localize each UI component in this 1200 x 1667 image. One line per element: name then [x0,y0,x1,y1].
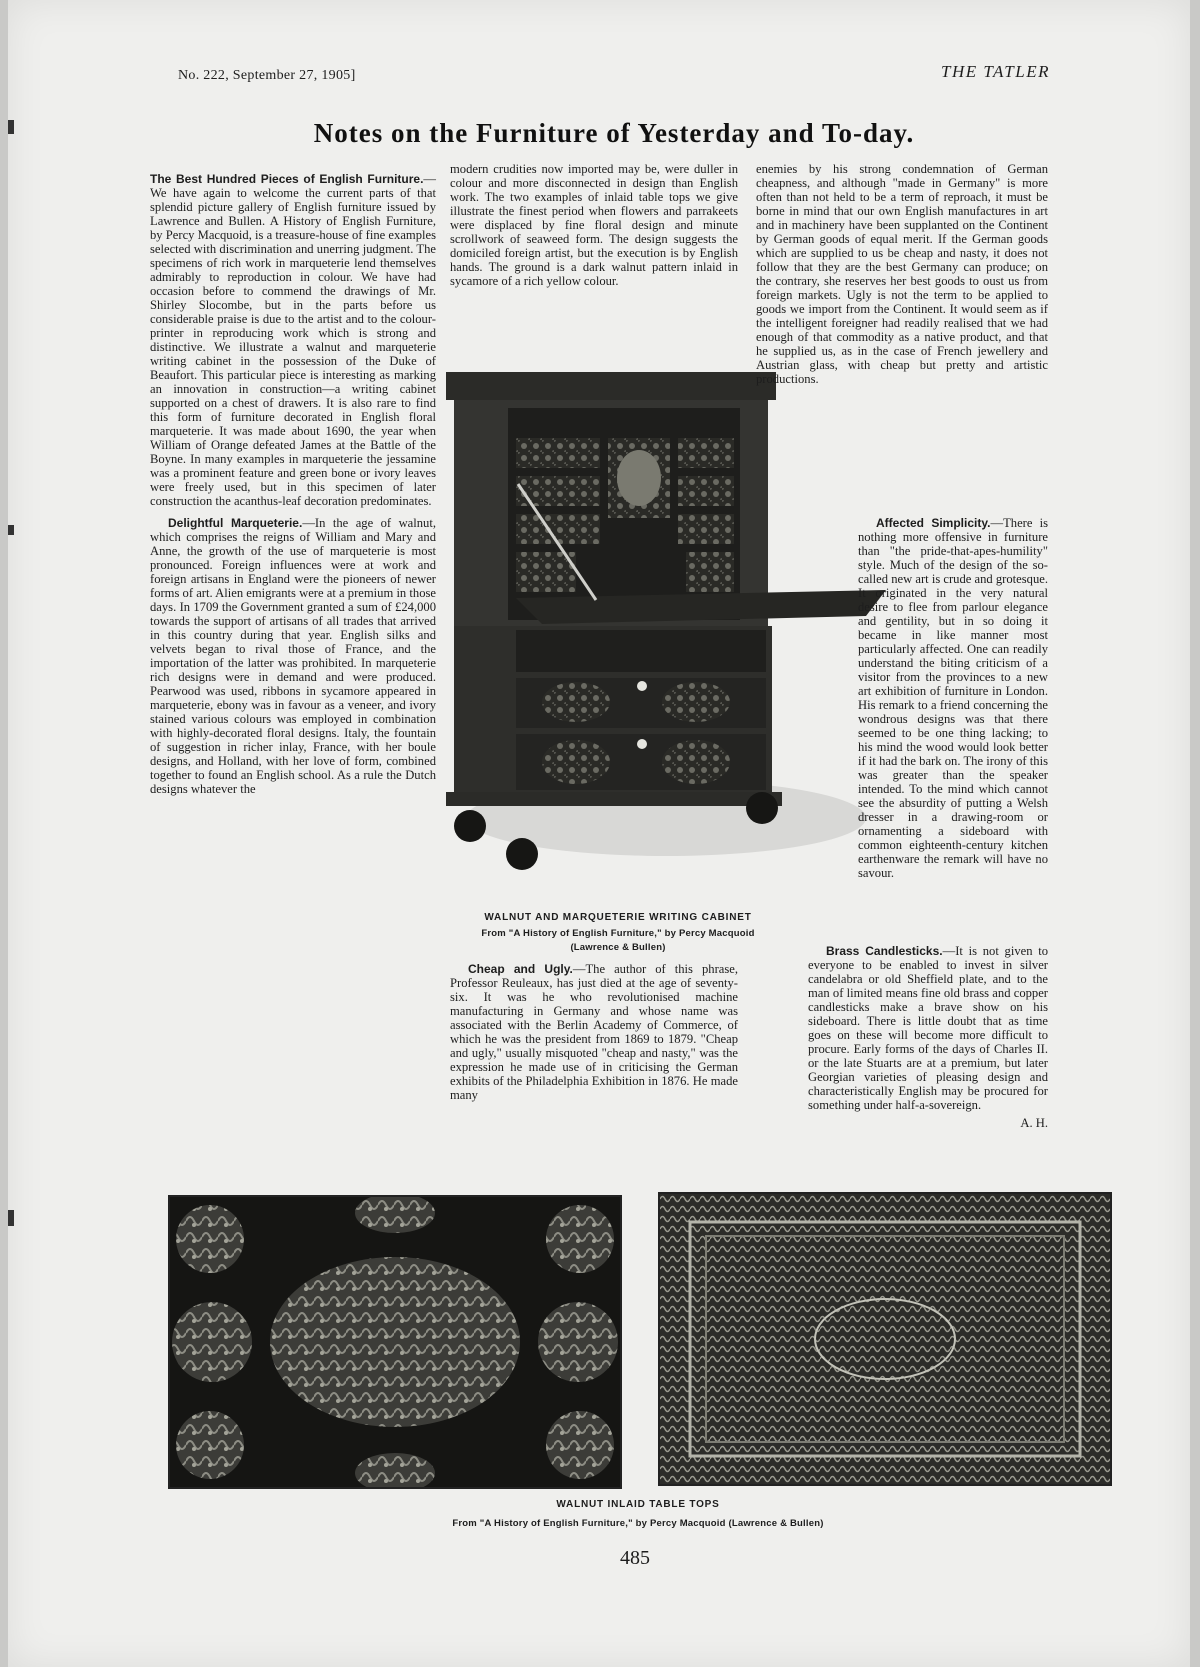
page-number: 485 [620,1547,650,1569]
paragraph-continuation: modern crudities now imported may be, were duller in colour and more disconnected in design than English work. The two examples of inlaid table tops we give illustrate the finest period when flowers and parrakeets were displaced by fine floral design and minute scrollwork of seaweed form. The design suggests the domiciled foreign artist, but the execution is by English hands. The ground is a dark walnut pattern inlaid in sycamore of a rich yellow colour. [450,162,738,288]
paragraph-affected-simplicity [858,516,1048,880]
paragraph-text: —We have again to welcome the current parts of that splendid picture gallery of English furniture issued by Lawrence and Bullen. A History of English Furniture, by Percy Macquoid, is a treasure-house of fine examples selected with discrimination and unerring judgment. The specimens of rich work in marqueterie lend themselves admirably to reproduction in colour. We have had occasion before to commend the drawings of Mr. Shirley Slocombe, but in the parts before us considerable praise is due to the artist and to the colour-printer in reproducing work which is strong and distinctive. We illustrate a walnut and marqueterie writing cabinet in the possession of the Duke of Beaufort. This particular piece is interesting as marking an innovation in construction—a writing cabinet supported on a chest of drawers. It is also rare to find this form of furniture decorated in English floral marqueterie. It was made about 1690, the year when William of Orange defeated James at the Battle of the Boyne. In many examples in marqueterie the jessamine was a prominent feature and green bone or ivory leaves were freely used, but in this specimen of later construction the acanthus-leaf decoration predominates. [150,172,436,508]
table-tops-caption: WALNUT INLAID TABLE TOPS [556,1499,720,1510]
paragraph-text: —There is nothing more offensive in furniture than "the pride-that-apes-humility" style. Much of the design of the so-called new art is crude and grotesque. It originated in the very natural desire to flee from parlour elegance and gentility, but in so doing it became in like manner most particularly affected. One can readily understand the biting criticism of a visitor from the provinces to a new art exhibition of furniture in London. His remark to a friend concerning the wondrous designs was that there seemed to be one thing lacking; to his mind the wood would look better if it had the bark on. The irony of this was greater than the speaker intended. To the mind which cannot see the absurdity of putting a Welsh dresser in a drawing-room or ornamenting a sideboard with common eighteenth-century kitchen earthenware the remark will have no savour. [858,516,1048,880]
paragraph-text: —In the age of walnut, which comprises the reigns of William and Mary and Anne, the growth of the use of marqueterie is most pronounced. Foreign influences were at work and foreign artisans in England were the pioneers of newer forms of art. Alien emigrants were at a premium in those days. In 1709 the Government granted a sum of £24,000 towards the support of artisans of all trades that arrived in this country during that year. English silks and velvets began to rival those of France, and the importation of the latter was prohibited. In marqueterie rich designs were in demand and were produced. Pearwood was used, ribbons in sycamore appeared in marqueterie, ebony was in favour as a veneer, and ivory stained various colours was employed in combination with highly-decorated floral designs. Italy, the fountain of suggestion in richer inlay, France, with her boule designs, and Holland, with her love of form, combined together to found an English school. As a rule the Dutch designs whatever the [150,516,436,796]
section-lead-affected-simplicity: Affected Simplicity. [876,516,991,530]
margin-binding-mark [8,525,14,535]
paragraph-text: —The author of this phrase, Professor Reuleaux, has just died at the age of seventy-six. It was he who revolutionised machine manufacturing in Germany and whose name was associated with the Berlin Academy of Commerce, of which he was the president from 1869 to 1879. "Cheap and ugly," usually misquoted "cheap and nasty," was the expression he made use of in criticising the German exhibits of the Philadelphia Exhibition in 1876. He made many [450,962,738,1102]
paragraph-best-hundred [150,172,436,508]
paragraph-brass-candlesticks [808,944,1048,1112]
column-3-bottom [808,944,1048,1130]
cabinet-caption-source: From "A History of English Furniture," by Percy Macquoid [481,928,755,939]
section-lead-delightful-marqueterie: Delightful Marqueterie. [168,516,303,530]
column-2-top [450,162,738,296]
section-lead-cheap-and-ugly: Cheap and Ugly. [468,962,573,976]
table-top-oval-medallion [168,1195,622,1489]
table-top-oval-image [170,1197,620,1487]
paragraph-continuation: enemies by his strong condemnation of German cheapness, and although "made in Germany" is more often than not held to be a term of reproach, it must be borne in mind that our own English manufactures in art and in machinery have been supplanted on the Continent by German goods of equal merit. If the German goods which are supplied to us be cheap and nasty, it does not follow that they are the best Germany can produce; on the contrary, she reserves her best goods to oust us from foreign markets. Ugly is not the term to be applied to goods we import from the Continent. It would seem as if the intelligent foreigner had readily realised that we had enough of that commodity as a native product, and that he supplied us, as in the case of French jewellery and Austrian glass, with cheap but pretty and artistic productions. [756,162,1048,386]
magazine-page [8,0,1190,1667]
column-1 [150,172,436,804]
table-top-scrollwork [658,1192,1112,1486]
section-lead-best-hundred: The Best Hundred Pieces of English Furniture. [150,172,424,186]
table-tops-caption-source: From "A History of English Furniture," by Percy Macquoid (Lawrence & Bullen) [452,1518,824,1529]
issue-header: No. 222, September 27, 1905] [178,68,356,83]
cabinet-illustration [446,368,886,908]
section-lead-brass-candlesticks: Brass Candlesticks. [826,944,943,958]
margin-binding-mark [8,120,14,134]
column-3-top [756,162,1048,394]
article-title: Notes on the Furniture of Yesterday and To-day. [313,118,915,148]
paragraph-cheap-and-ugly [450,962,738,1102]
cabinet-caption-publisher: (Lawrence & Bullen) [570,942,666,953]
author-signature: A. H. [1020,1116,1048,1130]
magazine-name: THE TATLER [941,62,1050,81]
cabinet-caption: WALNUT AND MARQUETERIE WRITING CABINET [484,912,752,923]
paragraph-delightful-marqueterie [150,516,436,796]
writing-cabinet-image [446,368,886,908]
paragraph-text: —It is not given to everyone to be enabled to invest in silver candelabra or old Sheffield plate, and to the man of limited means fine old brass and copper candlesticks make a brave show on his sideboard. There is little doubt that as time goes on these will become more difficult to procure. Early forms of the days of Charles II. or the late Stuarts are at a premium, but later Georgian varieties of pleasing design and characteristically English may be procured for something under half-a-sovereign. [808,944,1048,1112]
margin-binding-mark [8,1210,14,1226]
table-top-scrollwork-image [660,1194,1110,1484]
column-2-bottom [450,962,738,1110]
column-3-middle [858,516,1048,888]
